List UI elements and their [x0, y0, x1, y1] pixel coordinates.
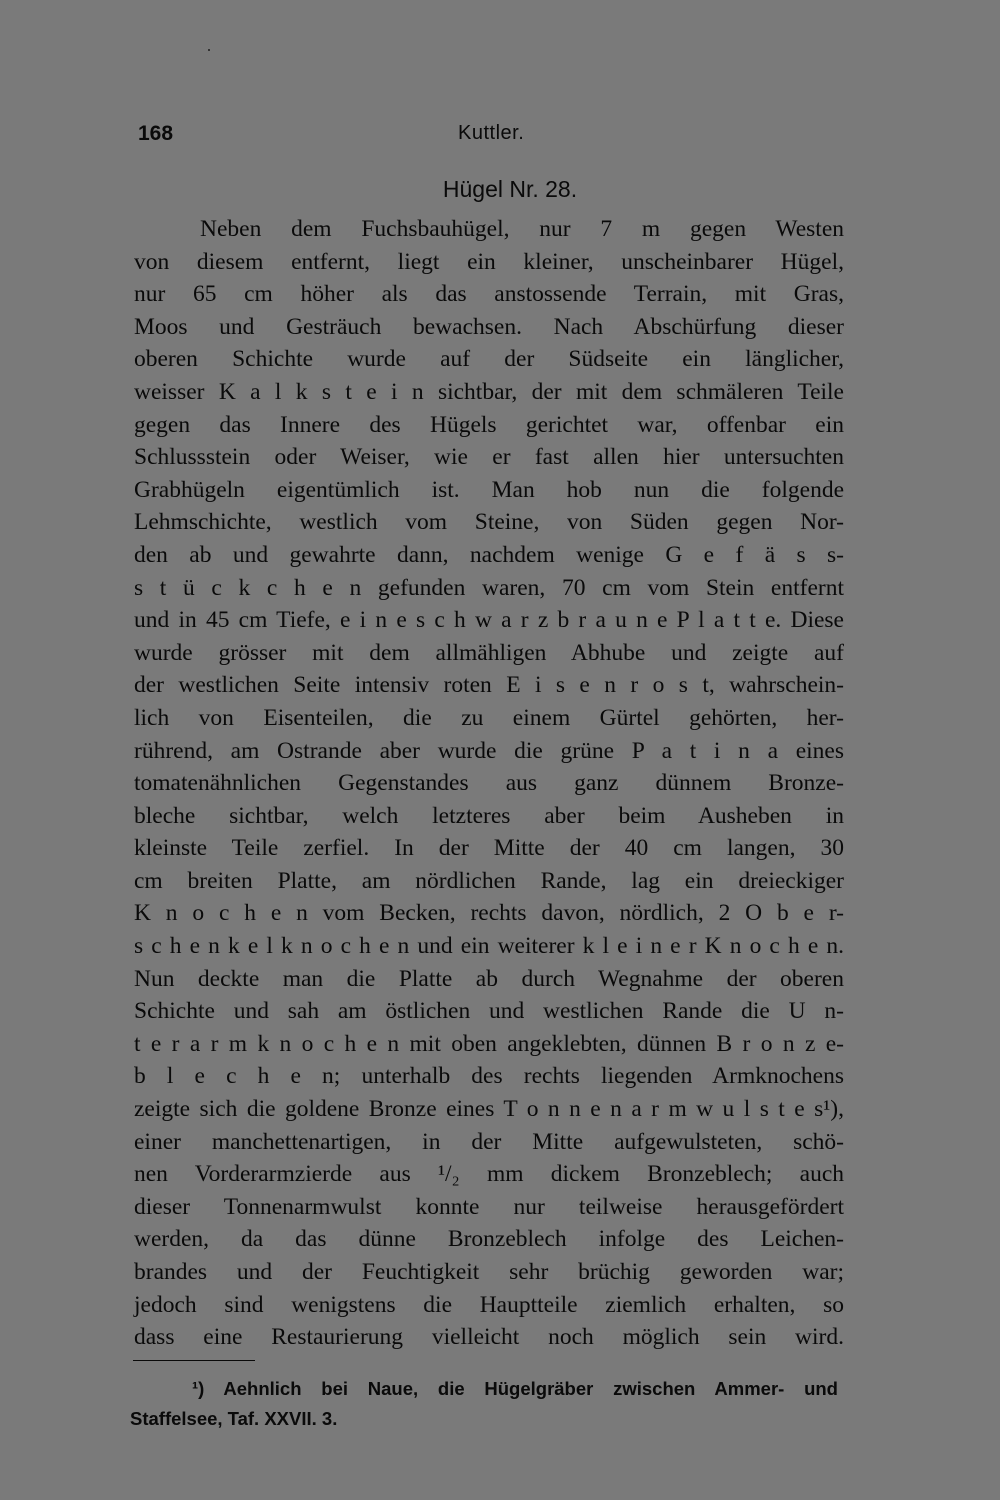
- footnote-line: Staffelsee, Taf. XXVII. 3.: [130, 1408, 338, 1429]
- body-line: rührend, am Ostrande aber wurde die grüne P a t i n a eines: [134, 737, 844, 764]
- body-line: Lehmschichte, westlich vom Steine, von Süden gegen Nor-: [134, 509, 844, 536]
- body-paragraph: [134, 213, 844, 1354]
- body-line: Schichte und sah am östlichen und westlichen Rande die U n-: [134, 998, 844, 1025]
- body-line: K n o c h e n vom Becken, rechts davon, nördlich, 2 O b e r-: [134, 900, 844, 927]
- body-line: oberen Schichte wurde auf der Südseite ein länglicher,: [134, 346, 844, 373]
- body-line: und in 45 cm Tiefe, e i n e s c h w a r z b r a u n e P l a t t e. Diese: [134, 607, 844, 634]
- section-title: Hügel Nr. 28.: [442, 176, 578, 202]
- footnote-line: ¹) Aehnlich bei Naue, die Hügelgräber zwischen Ammer- und: [192, 1378, 838, 1399]
- page-number: 168: [138, 122, 174, 145]
- body-line: dass eine Restaurierung vielleicht noch möglich sein wird.: [134, 1324, 844, 1351]
- body-line: s t ü c k c h e n gefunden waren, 70 cm vom Stein entfernt: [134, 574, 844, 601]
- body-line: t e r a r m k n o c h e n mit oben angeklebten, dünnen B r o n z e-: [134, 1030, 844, 1057]
- body-line: Schlussstein oder Weiser, wie er fast allen hier untersuchten: [134, 444, 844, 471]
- body-line: nur 65 cm höher als das anstossende Terrain, mit Gras,: [134, 281, 844, 308]
- body-line: weisser K a l k s t e i n sichtbar, der mit dem schmäleren Teile: [134, 378, 844, 405]
- body-line: nen Vorderarmzierde aus ¹/₂ mm dickem Bronzeblech; auch: [134, 1161, 844, 1188]
- body-line: cm breiten Platte, am nördlichen Rande, lag ein dreieckiger: [134, 867, 844, 894]
- body-line: bleche sichtbar, welch letzteres aber beim Ausheben in: [134, 802, 844, 829]
- body-line: der westlichen Seite intensiv roten E i s e n r o s t, wahrschein-: [134, 672, 844, 699]
- footnote-divider: [133, 1360, 255, 1361]
- page-header: [138, 122, 843, 152]
- body-line: Nun deckte man die Platte ab durch Wegnahme der oberen: [134, 965, 844, 992]
- body-line: wurde grösser mit dem allmähligen Abhube und zeigte auf: [134, 639, 844, 666]
- body-line: jedoch sind wenigstens die Hauptteile ziemlich erhalten, so: [134, 1291, 844, 1318]
- body-line: b l e c h e n; unterhalb des rechts liegenden Armknochens: [134, 1063, 844, 1090]
- body-line: kleinste Teile zerfiel. In der Mitte der 40 cm langen, 30: [134, 835, 844, 862]
- body-line: werden, da das dünne Bronzeblech infolge des Leichen-: [134, 1226, 844, 1253]
- body-line: den ab und gewahrte dann, nachdem wenige G e f ä s s-: [134, 541, 844, 568]
- body-line: Neben dem Fuchsbauhügel, nur 7 m gegen Westen: [200, 216, 844, 242]
- running-head: Kuttler.: [458, 122, 525, 144]
- body-line: gegen das Innere des Hügels gerichtet war, offenbar ein: [134, 411, 844, 438]
- body-line: lich von Eisenteilen, die zu einem Gürtel gehörten, her-: [134, 704, 844, 731]
- footnote: [130, 1374, 838, 1434]
- body-line: von diesem entfernt, liegt ein kleiner, unscheinbarer Hügel,: [134, 248, 844, 275]
- body-line: Grabhügeln eigentümlich ist. Man hob nun die folgende: [134, 476, 844, 503]
- body-line: Moos und Gesträuch bewachsen. Nach Abschürfung dieser: [134, 313, 844, 340]
- body-line: s c h e n k e l k n o c h e n und ein weiterer k l e i n e r K n o c h e n.: [134, 933, 844, 960]
- scan-speck: [208, 49, 210, 51]
- body-line: tomatenähnlichen Gegenstandes aus ganz dünnem Bronze-: [134, 770, 844, 797]
- body-line: zeigte sich die goldene Bronze eines T o n n e n a r m w u l s t e s¹),: [134, 1096, 844, 1123]
- body-line: brandes und der Feuchtigkeit sehr brüchig geworden war;: [134, 1259, 844, 1285]
- body-line: dieser Tonnenarmwulst konnte nur teilweise herausgefördert: [134, 1193, 844, 1220]
- body-line: einer manchettenartigen, in der Mitte aufgewulsteten, schö-: [134, 1128, 844, 1155]
